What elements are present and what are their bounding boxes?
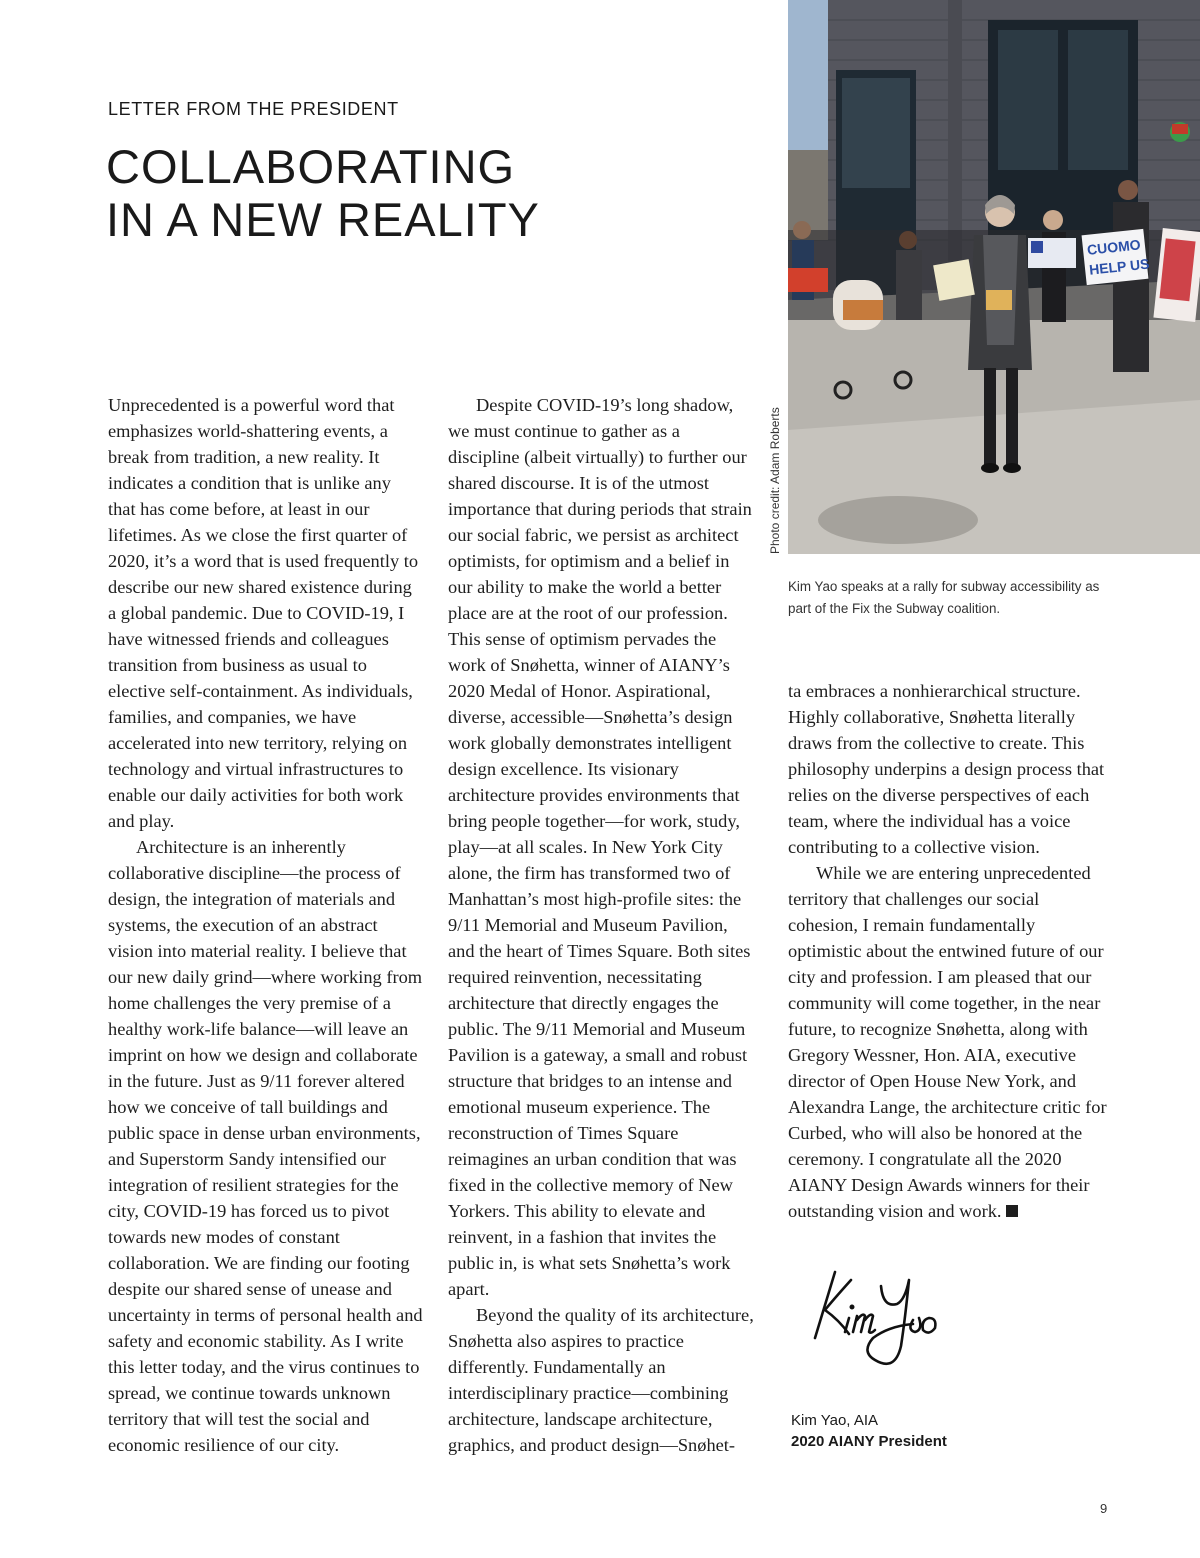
title-line-2: IN A NEW REALITY — [106, 193, 540, 246]
sign-text-help: HELP US — [1088, 255, 1151, 278]
paragraph-1: Unprecedented is a powerful word that emphasizes world-shattering events, a break from tradition, a new reality. It indicates a condition that is unlike any that has come before, at least in our lifetimes. As we close the first quarter of 2020, it’s a word that is used frequently to describe our new shared existence during a global pandemic. Due to COVID-19, I have witnessed friends and colleagues transition from business as usual to elective self-containment. As individuals, families, and companies, we have accelerated into new territory, relying on technology and virtual infrastructures to enable our daily activities for both work and play. — [108, 395, 419, 831]
page-title — [106, 140, 746, 246]
paragraph-3: Despite COVID-19’s long shadow, we must continue to gather as a discipline (albeit virtually) to further our shared discourse. It is of the utmost importance that during periods that strain our social fabric, we persist as architect optimists, for optimism and a belief in our ability to make the world a better place are at the root of our profession. This sense of optimism pervades the work of Snøhetta, winner of AIANY’s 2020 Medal of Honor. Aspirational, diverse, accessible—Snøhetta’s design work globally demonstrates intelligent design excellence. Its visionary architecture provides environments that bring people together—for work, study, play—at all scales. In New York City alone, the firm has transformed two of Manhattan’s most high-profile sites: the 9/11 Memorial and Museum Pavilion, and the heart of Times Square. Both sites required reinvention, necessitating architecture that directly engages the public. The 9/11 Memorial and Museum Pavilion is a gateway, a small and robust structure that bridges to an intense and emotional museum experience. The reconstruction of Times Square reimagines an urban condition that was fixed in the collective memory of New Yorkers. This ability to elevate and reinvent, in a fashion that invites the public in, is what sets Snøhetta’s work apart. — [448, 395, 752, 1299]
column-2 — [448, 392, 754, 1458]
column-3 — [788, 678, 1110, 1224]
photo-caption: Kim Yao speaks at a rally for subway accessibility as part of the Fix the Subway coalition. — [788, 579, 1100, 616]
photo-credit: Photo credit: Adam Roberts — [768, 407, 782, 554]
paragraph-4-continued: ta embraces a nonhierarchical structure. Highly collaborative, Snøhetta literally draws from the collective to create. This philosophy underpins a design process that relies on the diverse perspectives of each team, where the individual has a voice contributing to a collective vision. — [788, 681, 1105, 857]
rally-photo — [788, 0, 1200, 554]
page-number: 9 — [1100, 1501, 1108, 1516]
section-kicker: LETTER FROM THE PRESIDENT — [108, 99, 399, 119]
paragraph-2: Architecture is an inherently collaborative discipline—the process of design, the integration of materials and systems, the execution of an abstract vision into material reality. I believe that our new daily grind—where working from home challenges the very premise of a healthy work-life balance—will leave an imprint on how we design and collaborate in the future. Just as 9/11 forever altered how we conceive of tall buildings and public space in dense urban environments, and Superstorm Sandy intensified our integration of resilient strategies for the city, COVID-19 has forced us to pivot towards new modes of constant collaboration. We are finding our footing despite our shared sense of unease and uncertainty in terms of personal health and safety and economic stability. As I write this letter today, and the virus continues to spread, we continue towards unknown territory that will test the social and economic resilience of our city. — [108, 837, 423, 1455]
signoff — [791, 1410, 947, 1452]
sign-text-cuomo: CUOMO — [1086, 236, 1142, 258]
column-1 — [108, 392, 423, 1458]
end-mark-icon — [1006, 1205, 1018, 1217]
signoff-title: 2020 AIANY President — [791, 1433, 947, 1450]
title-line-1: COLLABORATING — [106, 140, 516, 193]
signature — [805, 1260, 955, 1410]
paragraph-5 — [788, 860, 1110, 1224]
paragraph-4: Beyond the quality of its architecture, Snøhetta also aspires to practice differently. Fundamentally an interdisciplinary practice—combining architecture, landscape architecture, graphics, and product design—Snøhet- — [448, 1305, 754, 1455]
paragraph-5-text: While we are entering unprecedented territory that challenges our social cohesion, I remain fundamentally optimistic about the entwined future of our city and profession. I am pleased that our community will come together, in the near future, to recognize Snøhetta, along with Gregory Wessner, Hon. AIA, executive director of Open House New York, and Alexandra Lange, the architecture critic for Curbed, who will also be honored at the ceremony. I congratulate all the 2020 AIANY Design Awards winners for their outstanding vision and work. — [788, 863, 1107, 1221]
signoff-name: Kim Yao, AIA — [791, 1412, 878, 1429]
